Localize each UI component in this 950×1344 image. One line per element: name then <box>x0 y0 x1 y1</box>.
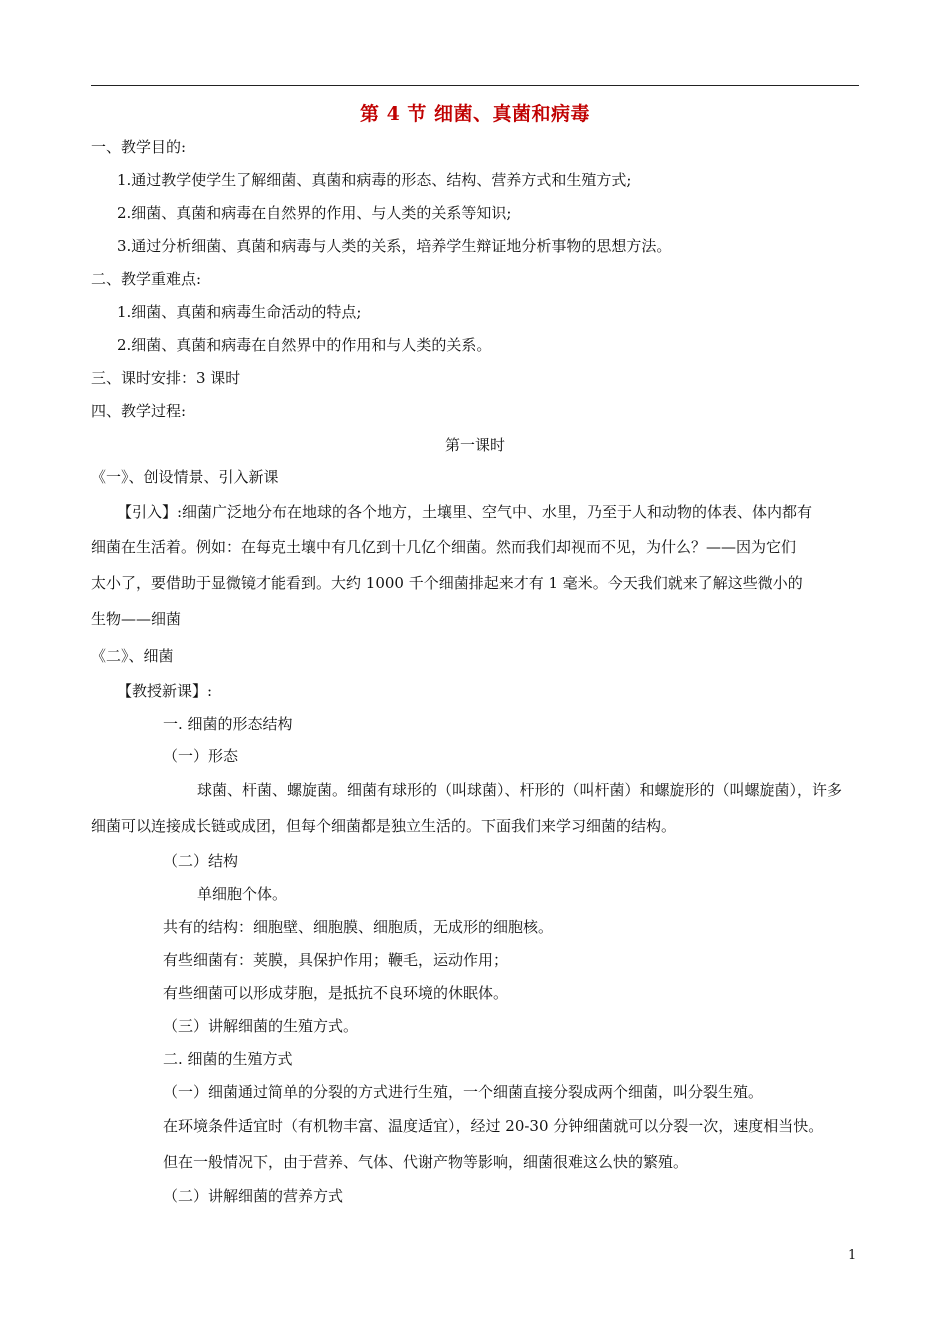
page-title: 第 4 节 细菌、真菌和病毒 <box>359 103 591 125</box>
goal-item: 3.通过分析细菌、真菌和病毒与人类的关系，培养学生辩证地分析事物的思想方法。 <box>117 237 672 255</box>
subsection-item: （三）讲解细菌的生殖方式。 <box>163 1017 359 1035</box>
paragraph-line: 有些细菌有：荚膜，具保护作用；鞭毛，运动作用； <box>163 951 509 969</box>
subsection-heading: 一. 细菌的形态结构 <box>163 715 293 733</box>
subsection-item: （一）形态 <box>163 747 239 765</box>
subsection-item: （二）讲解细菌的营养方式 <box>163 1187 344 1205</box>
paragraph-line: 单细胞个体。 <box>197 885 288 903</box>
intro-paragraph-line: 【引入】:细菌广泛地分布在地球的各个地方，土壤里、空气中、水里，乃至于人和动物的体表、体内都有 <box>117 503 813 521</box>
key-point-item: 2.细菌、真菌和病毒在自然界中的作用和与人类的关系。 <box>117 336 492 354</box>
subsection-item: （二）结构 <box>163 852 239 870</box>
paragraph-line: 但在一般情况下，由于营养、气体、代谢产物等影响，细菌很难这么快的繁殖。 <box>163 1153 689 1171</box>
part-heading: 《一》、创设情景、引入新课 <box>91 468 279 486</box>
paragraph-line: 共有的结构：细胞壁、细胞膜、细胞质，无成形的细胞核。 <box>163 918 554 936</box>
paragraph-line: 细菌可以连接成长链或成团，但每个细菌都是独立生活的。下面我们来学习细菌的结构。 <box>91 817 677 835</box>
intro-paragraph-line: 太小了，要借助于显微镜才能看到。大约 1000 千个细菌排起来才有 1 毫米。今天我们就来了解这些微小的 <box>91 574 803 592</box>
goals-heading: 一、教学目的: <box>91 138 187 156</box>
goal-item: 1.通过教学使学生了解细菌、真菌和病毒的形态、结构、营养方式和生殖方式; <box>117 171 632 189</box>
goal-item: 2.细菌、真菌和病毒在自然界的作用、与人类的关系等知识; <box>117 204 512 222</box>
part-heading: 《二》、细菌 <box>91 647 174 665</box>
header-rule <box>91 85 859 86</box>
schedule-line: 三、课时安排：3 课时 <box>91 369 241 387</box>
process-heading: 四、教学过程: <box>91 402 187 420</box>
page-number: 1 <box>848 1248 857 1263</box>
key-point-item: 1.细菌、真菌和病毒生命活动的特点; <box>117 303 362 321</box>
lesson-heading: 第一课时 <box>444 436 505 454</box>
paragraph-line: 在环境条件适宜时（有机物丰富、温度适宜），经过 20-30 分钟细菌就可以分裂一次，速度相当快。 <box>163 1117 824 1135</box>
paragraph-line: 球菌、杆菌、螺旋菌。细菌有球形的（叫球菌）、杆形的（叫杆菌）和螺旋形的（叫螺旋菌），许多 <box>197 781 843 799</box>
subsection-heading: 二. 细菌的生殖方式 <box>163 1050 293 1068</box>
key-points-heading: 二、教学重难点: <box>91 270 202 288</box>
subsection-item: （一）细菌通过简单的分裂的方式进行生殖，一个细菌直接分裂成两个细菌，叫分裂生殖。 <box>163 1083 764 1101</box>
intro-paragraph-line: 生物——细菌 <box>91 610 182 628</box>
paragraph-line: 有些细菌可以形成芽胞，是抵抗不良环境的休眠体。 <box>163 984 509 1002</box>
intro-paragraph-line: 细菌在生活着。例如：在每克土壤中有几亿到十几亿个细菌。然而我们却视而不见，为什么？——因为它们 <box>91 538 797 556</box>
teach-heading: 【教授新课】: <box>117 682 213 700</box>
